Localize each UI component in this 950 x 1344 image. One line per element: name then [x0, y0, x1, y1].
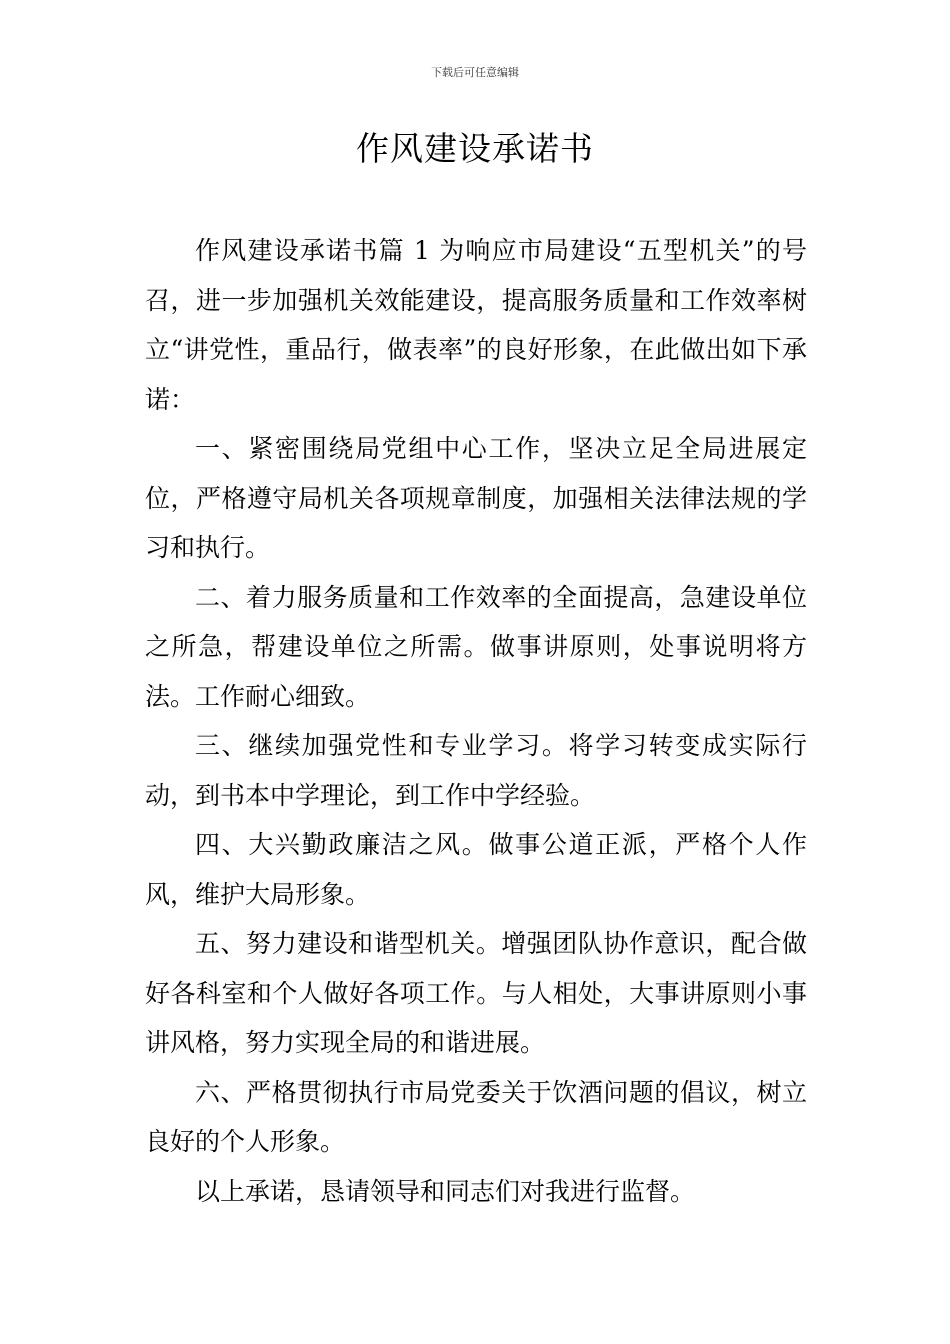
document-title: 作风建设承诺书 — [356, 129, 594, 168]
paragraph-item-2: 二、着力服务质量和工作效率的全面提高，急建设单位之所急，帮建设单位之所需。做事讲原则，处事说明将方法。工作耐心细致。 — [145, 582, 807, 711]
paragraph-intro: 作风建设承诺书篇 1 为响应市局建设“五型机关”的号召，进一步加强机关效能建设，提高服务质量和工作效率树立“讲党性，重品行，做表率”的良好形象，在此做出如下承诺： — [145, 236, 807, 414]
paragraph-item-5: 五、努力建设和谐型机关。增强团队协作意识，配合做好各科室和个人做好各项工作。与人相处，大事讲原则小事讲风格，努力实现全局的和谐进展。 — [145, 929, 807, 1057]
paragraph-item-3: 三、继续加强党性和专业学习。将学习转变成实际行动，到书本中学理论，到工作中学经验。 — [145, 731, 807, 810]
paragraph-item-1: 一、紧密围绕局党组中心工作，坚决立足全局进展定位，严格遵守局机关各项规章制度，加强相关法律法规的学习和执行。 — [145, 434, 807, 562]
paragraph-closing: 以上承诺，恳请领导和同志们对我进行监督。 — [195, 1176, 696, 1206]
document-body — [145, 226, 807, 1216]
header-note: 下载后可任意编辑 — [431, 66, 519, 79]
paragraph-item-6: 六、严格贯彻执行市局党委关于饮酒问题的倡议，树立良好的个人形象。 — [145, 1077, 807, 1156]
paragraph-item-4: 四、大兴勤政廉洁之风。做事公道正派，严格个人作风，维护大局形象。 — [145, 830, 807, 909]
